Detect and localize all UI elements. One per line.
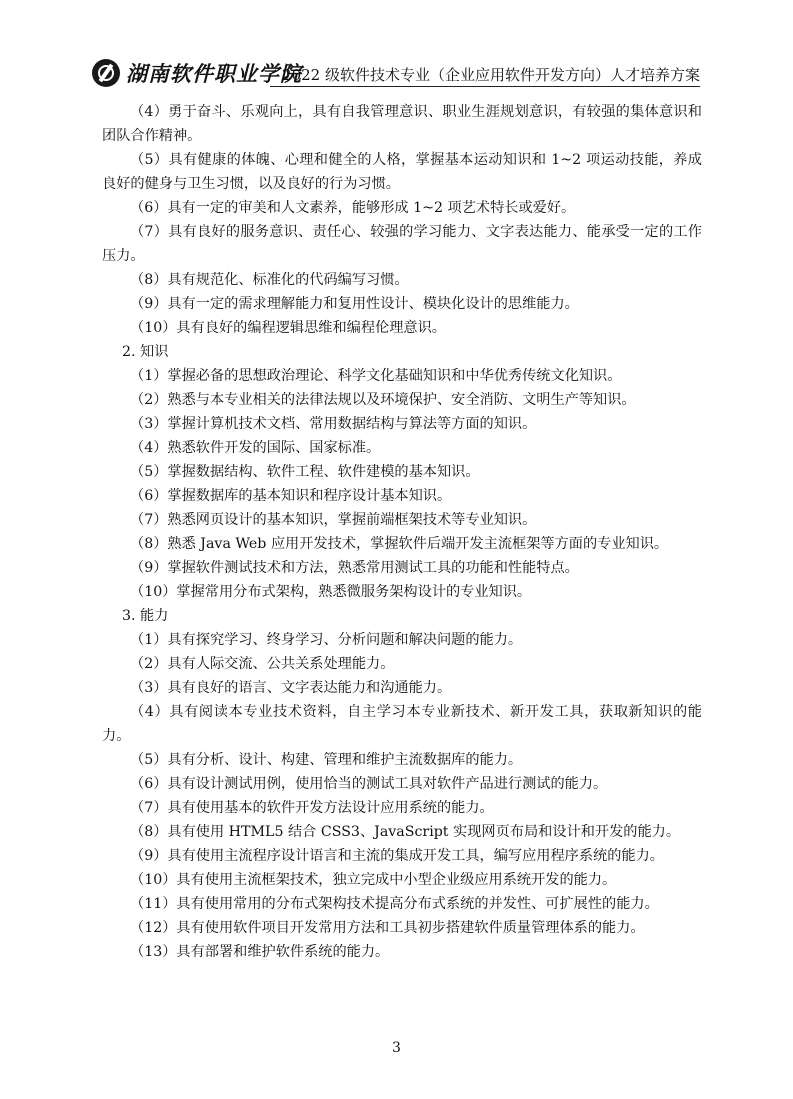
quality-item: （6）具有一定的审美和人文素养，能够形成 1~2 项艺术特长或爱好。 bbox=[130, 200, 576, 216]
ability-item: （5）具有分析、设计、构建、管理和维护主流数据库的能力。 bbox=[130, 752, 523, 768]
knowledge-item: （5）掌握数据结构、软件工程、软件建模的基本知识。 bbox=[130, 464, 480, 480]
knowledge-item: （7）熟悉网页设计的基本知识，掌握前端框架技术等专业知识。 bbox=[130, 512, 537, 528]
knowledge-item: （4）熟悉软件开发的国际、国家标准。 bbox=[130, 440, 381, 456]
ability-item: （13）具有部署和维护软件系统的能力。 bbox=[130, 944, 390, 960]
knowledge-item: （10）掌握常用分布式架构，熟悉微服务架构设计的专业知识。 bbox=[130, 584, 532, 600]
ability-item: （3）具有良好的语言、文字表达能力和沟通能力。 bbox=[130, 680, 452, 696]
page-number: 3 bbox=[392, 1040, 401, 1056]
quality-item: （10）具有良好的编程逻辑思维和编程伦理意识。 bbox=[130, 320, 446, 336]
ability-item: （2）具有人际交流、公共关系处理能力。 bbox=[130, 656, 395, 672]
section-heading-knowledge: 2. 知识 bbox=[122, 344, 169, 360]
ability-item: （9）具有使用主流程序设计语言和主流的集成开发工具，编写应用程序系统的能力。 bbox=[130, 848, 664, 864]
ability-item: （1）具有探究学习、终身学习、分析问题和解决问题的能力。 bbox=[130, 632, 523, 648]
ability-item: （11）具有使用常用的分布式架构技术提高分布式系统的并发性、可扩展性的能力。 bbox=[130, 896, 659, 912]
knowledge-item: （3）掌握计算机技术文档、常用数据结构与算法等方面的知识。 bbox=[130, 416, 537, 432]
knowledge-item: （1）掌握必备的思想政治理论、科学文化基础知识和中华优秀传统文化知识。 bbox=[130, 368, 622, 384]
knowledge-item: （6）掌握数据库的基本知识和程序设计基本知识。 bbox=[130, 488, 452, 504]
ability-item: （7）具有使用基本的软件开发方法设计应用系统的能力。 bbox=[130, 800, 494, 816]
ability-item: （8）具有使用 HTML5 结合 CSS3、JavaScript 实现网页布局和设计和开发的能力。 bbox=[130, 824, 681, 840]
knowledge-item: （9）掌握软件测试技术和方法，熟悉常用测试工具的功能和性能特点。 bbox=[130, 560, 579, 576]
quality-item: （7）具有良好的服务意识、责任心、较强的学习能力、文字表达能力、能承受一定的工作压力。 bbox=[102, 224, 702, 264]
page-header bbox=[92, 58, 700, 92]
header-divider bbox=[270, 86, 700, 87]
document-title: 2022 级软件技术专业（企业应用软件开发方向）人才培养方案 bbox=[282, 66, 700, 84]
college-seal-icon bbox=[92, 59, 120, 87]
quality-item: （5）具有健康的体魄、心理和健全的人格，掌握基本运动知识和 1~2 项运动技能，养成良好的健身与卫生习惯，以及良好的行为习惯。 bbox=[102, 152, 702, 192]
ability-item: （12）具有使用软件项目开发常用方法和工具初步搭建软件质量管理体系的能力。 bbox=[130, 920, 645, 936]
section-heading-ability: 3. 能力 bbox=[122, 608, 169, 624]
ability-item: （6）具有设计测试用例，使用恰当的测试工具对软件产品进行测试的能力。 bbox=[130, 776, 608, 792]
ability-item: （4）具有阅读本专业技术资料，自主学习本专业新技术、新开发工具，获取新知识的能力。 bbox=[102, 704, 702, 744]
quality-item: （9）具有一定的需求理解能力和复用性设计、模块化设计的思维能力。 bbox=[130, 296, 579, 312]
knowledge-item: （8）熟悉 Java Web 应用开发技术，掌握软件后端开发主流框架等方面的专业知识。 bbox=[130, 536, 669, 552]
document-body bbox=[102, 100, 702, 964]
college-name: 湖南软件职业学院 bbox=[126, 61, 302, 86]
college-logo bbox=[92, 58, 302, 88]
quality-item: （4）勇于奋斗、乐观向上，具有自我管理意识、职业生涯规划意识，有较强的集体意识和团队合作精神。 bbox=[102, 104, 702, 144]
ability-item: （10）具有使用主流框架技术，独立完成中小型企业级应用系统开发的能力。 bbox=[130, 872, 617, 888]
quality-item: （8）具有规范化、标准化的代码编写习惯。 bbox=[130, 272, 409, 288]
knowledge-item: （2）熟悉与本专业相关的法律法规以及环境保护、安全消防、文明生产等知识。 bbox=[130, 392, 636, 408]
